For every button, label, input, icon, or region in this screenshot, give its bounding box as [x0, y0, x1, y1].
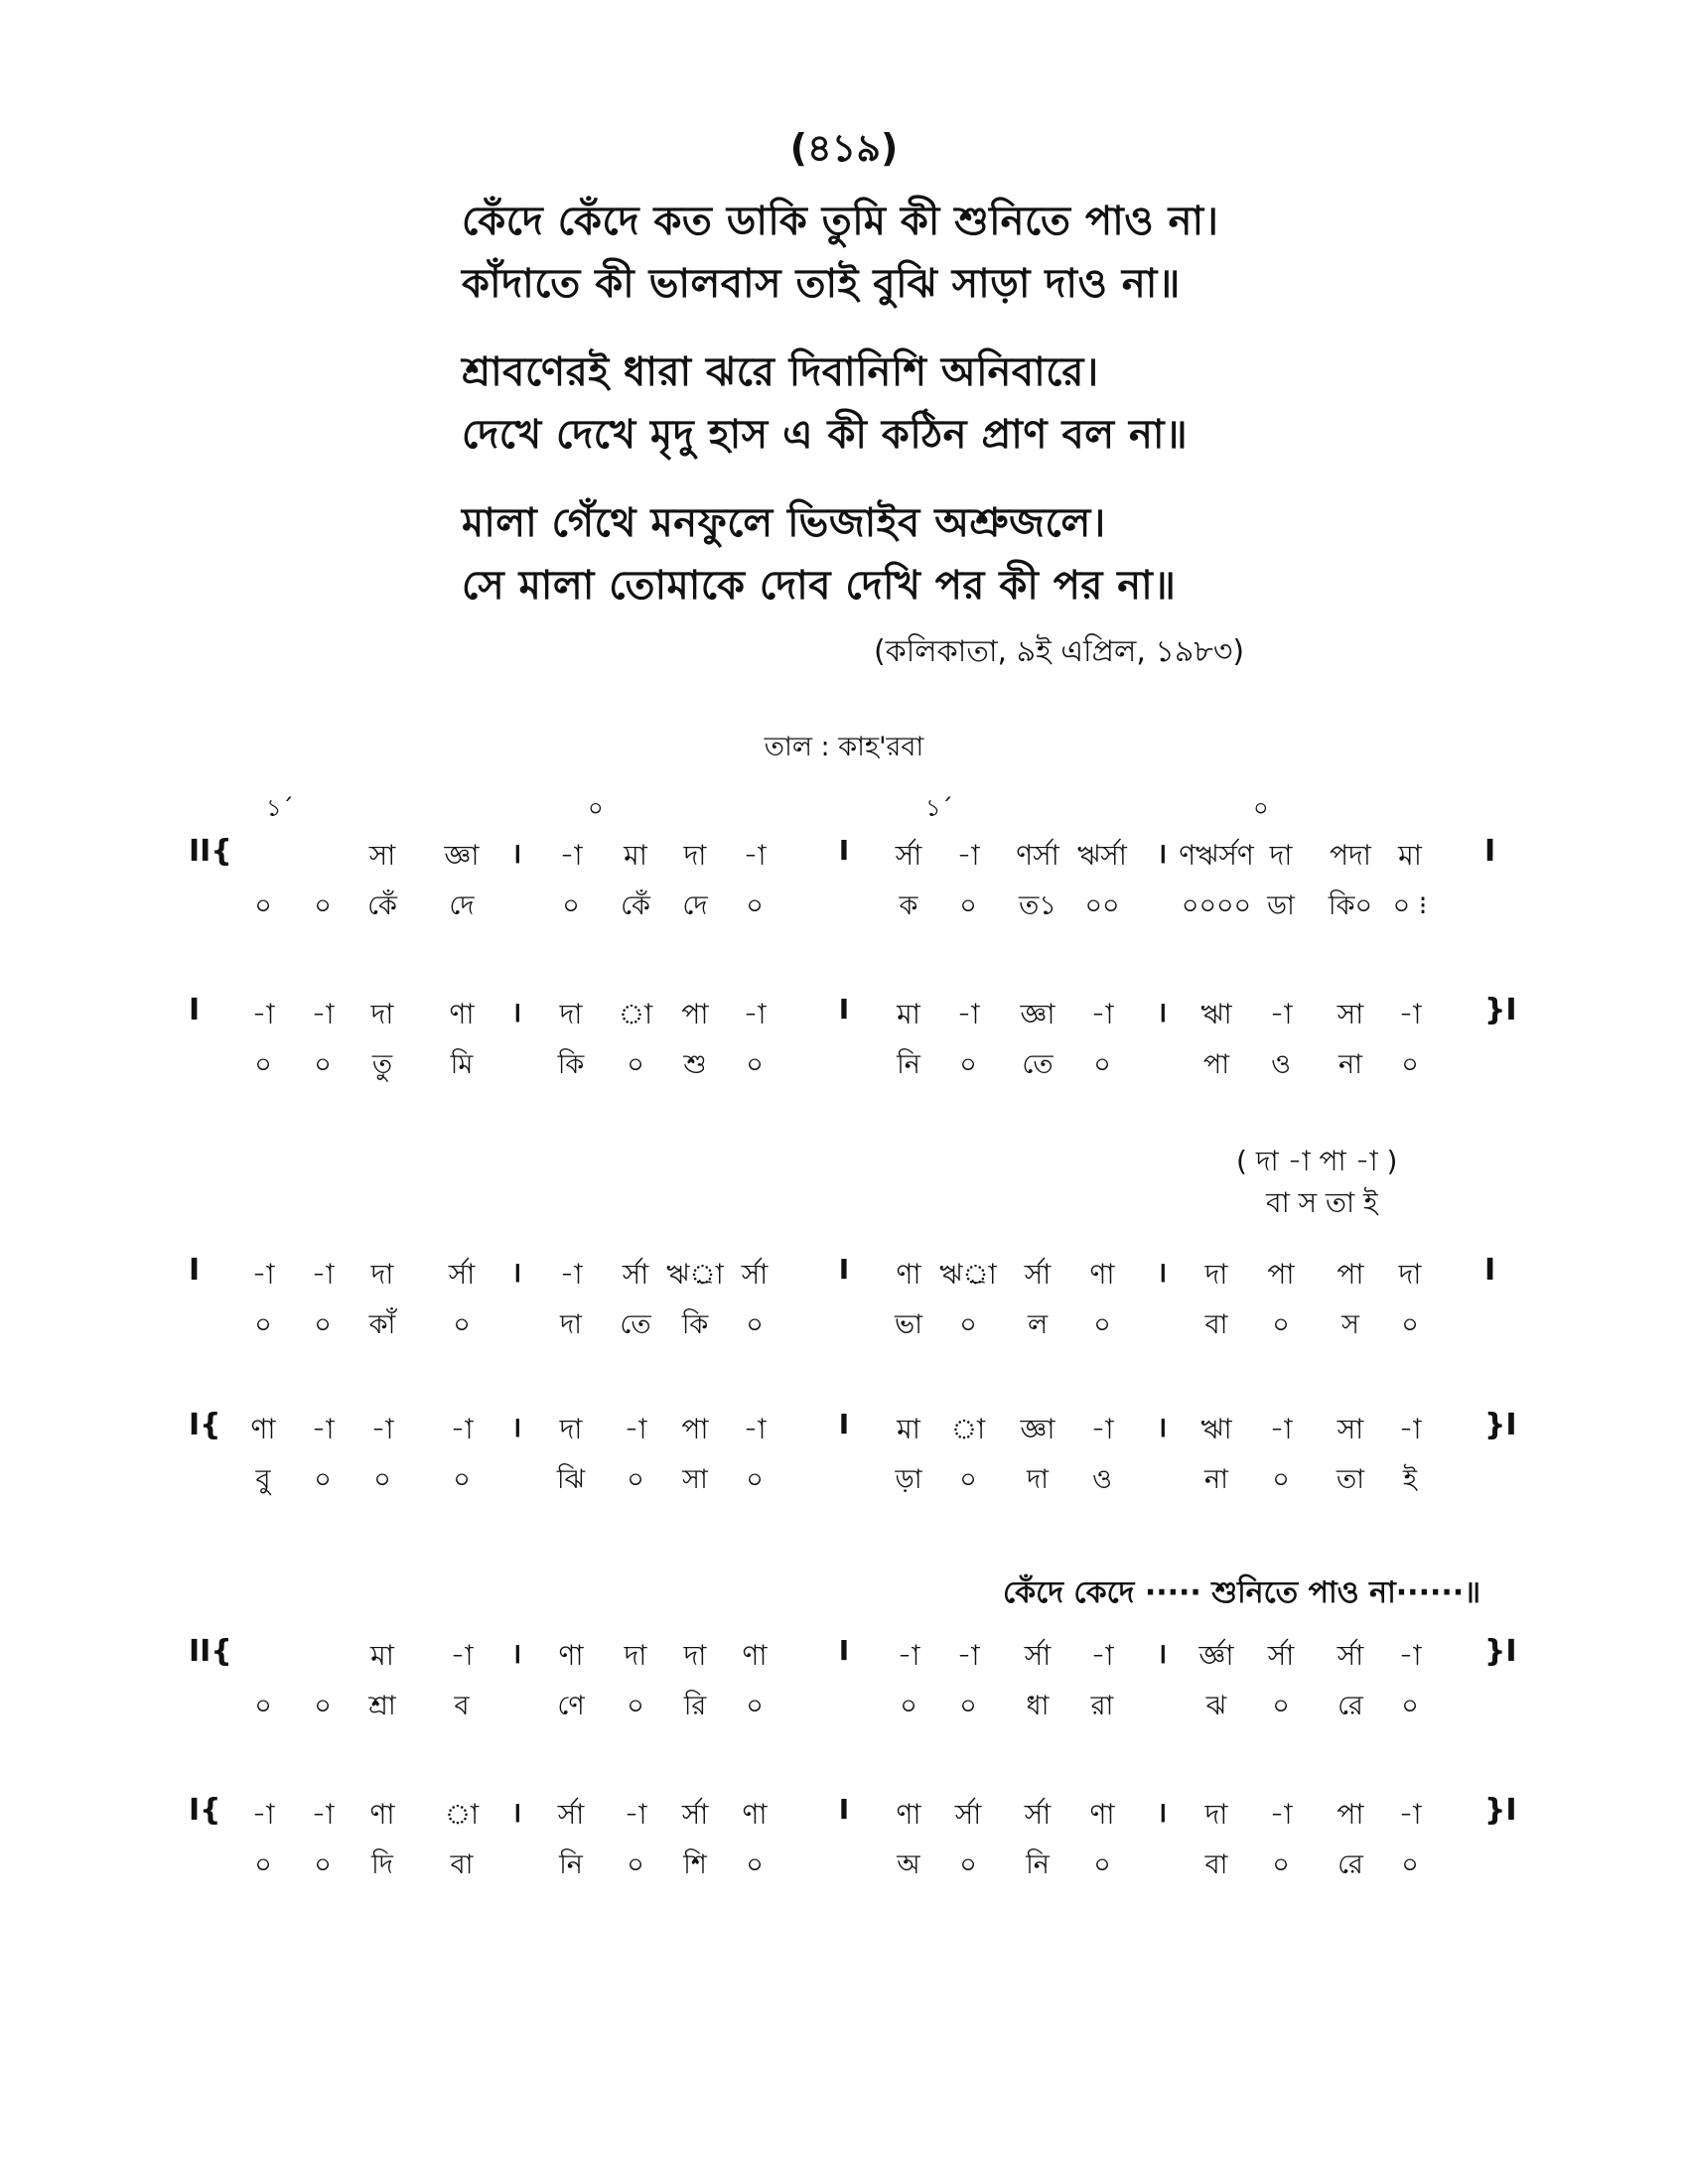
swara-note: পদা [1330, 839, 1371, 872]
division-mark: । [1156, 837, 1168, 870]
swara-note: ঋা [1200, 1413, 1232, 1445]
syllable: ০ [959, 890, 977, 921]
syllable: ০ [959, 1691, 977, 1721]
swara-note: -া [559, 1258, 583, 1291]
syllable: ০ [1401, 1849, 1419, 1880]
syllable: ঝ [1205, 1691, 1227, 1721]
swara-note: া [444, 1798, 480, 1831]
swara-note: -া [311, 1413, 335, 1445]
division-mark: । [1156, 1411, 1168, 1443]
syllable: ০ [562, 890, 580, 921]
swara-note: ণা [250, 1413, 276, 1445]
swara-note: ণা [742, 1639, 768, 1672]
syllable: না [1338, 1049, 1362, 1080]
syllable: ০ [627, 1049, 644, 1080]
syllable-row [0, 886, 1688, 935]
swara-note: -া [311, 1258, 335, 1291]
swara-note: দা [559, 998, 583, 1030]
swara-note: মা [370, 1639, 394, 1672]
syllable: পা [1202, 1049, 1230, 1080]
syllable: ডা [1267, 890, 1295, 921]
syllable: ০ [373, 1464, 391, 1495]
notation-block [0, 1253, 1688, 1354]
syllable: দে [682, 890, 708, 921]
syllable: ০ [314, 1309, 332, 1340]
swara-note: পা [1336, 1258, 1364, 1291]
swara-note: র্জ্ঞা [1198, 1639, 1234, 1672]
syllable: শ্রা [368, 1691, 396, 1721]
syllable: ০ [959, 1849, 977, 1880]
syllable: ০ [746, 1309, 764, 1340]
syllable: ০ [314, 1049, 332, 1080]
swara-note: দা [1269, 839, 1293, 872]
barline-end: }I [1484, 1793, 1517, 1828]
swara-note: দা [624, 1639, 647, 1672]
syllable: ০ [314, 890, 332, 921]
syllable: না [1204, 1464, 1228, 1495]
swara-note: -া [450, 1639, 474, 1672]
swara-note: -া [743, 998, 767, 1030]
syllable: নি [559, 1849, 583, 1880]
barline-start: II{ [189, 1634, 232, 1669]
syllable: ০ [1093, 1849, 1111, 1880]
swara-note: পা [1267, 1258, 1295, 1291]
division-mark: । [1156, 1637, 1168, 1670]
swara-note: জ্ঞা [1020, 1413, 1055, 1445]
swara-note: -া [1269, 998, 1293, 1030]
swara-note: ঋা [1200, 998, 1232, 1030]
division-mark: I [838, 1793, 850, 1826]
composition-dateline: (কলিকাতা, ৯ই এপ্রিল, ১৯৮৩) [874, 634, 1245, 669]
syllable: ০ [453, 1464, 471, 1495]
lyric-line: কেঁদে কেঁদে কত ডাকি তুমি কী শুনিতে পাও না। [462, 199, 1219, 244]
syllable: দি [371, 1849, 393, 1880]
swara-note: -া [251, 1798, 275, 1831]
syllable: ০ [1272, 1691, 1290, 1721]
swara-note: -া [897, 1639, 920, 1672]
swara-note: পা [681, 1413, 709, 1445]
swara-note: সা [1336, 998, 1364, 1030]
swara-note: জ্ঞা [444, 839, 480, 872]
swara-note: ঋর্া [939, 1258, 997, 1291]
barline-start: I [189, 1253, 201, 1288]
beat-marker: ০ [588, 794, 604, 822]
syllable-row [0, 1044, 1688, 1094]
swara-note: জ্ঞা [1020, 998, 1055, 1030]
lyric-line: দেখে দেখে মৃদু হাস এ কী কঠিন প্রাণ বল না॥ [462, 412, 1189, 458]
swara-note: ণঋর্সণ [1179, 839, 1254, 872]
swara-note: -া [251, 1258, 275, 1291]
barline-end: }I [1484, 1634, 1517, 1669]
division-mark: । [510, 1256, 522, 1289]
syllable: রে [1337, 1849, 1363, 1880]
division-mark: I [838, 993, 850, 1025]
swara-note: -া [1398, 1639, 1422, 1672]
syllable: ০০০০ [1181, 890, 1252, 921]
syllable: ও [1271, 1049, 1291, 1080]
syllable: ০ [254, 1049, 272, 1080]
syllable: ০ [900, 1691, 917, 1721]
syllable: ০ [627, 1464, 644, 1495]
syllable: কেঁ [621, 890, 650, 921]
syllable: ল [1027, 1309, 1049, 1340]
taal-label: তাল : কাহ'রবা [764, 732, 924, 762]
beat-marker: ১´ [266, 794, 294, 822]
division-mark: । [510, 1637, 522, 1670]
swara-note: -া [624, 1798, 647, 1831]
barline-start: I [189, 993, 201, 1027]
syllable: ধা [1026, 1691, 1050, 1721]
barline-end: }I [1484, 993, 1517, 1027]
swara-note: র্সা [895, 839, 922, 872]
swara-note: ণা [1089, 1258, 1115, 1291]
swara-note: -া [956, 998, 980, 1030]
swara-note: -া [311, 1798, 335, 1831]
swara-note: -া [1090, 1413, 1114, 1445]
swara-note: মা [897, 998, 920, 1030]
division-mark: । [1156, 996, 1168, 1028]
syllable: ব [454, 1691, 470, 1721]
syllable: ০ [1401, 1309, 1419, 1340]
syllable: শি [683, 1849, 707, 1880]
swara-note: -া [1398, 998, 1422, 1030]
swara-note: দা [683, 1639, 707, 1672]
syllable: কি [557, 1049, 585, 1080]
swara-note: -া [743, 1413, 767, 1445]
syllable: বু [255, 1464, 271, 1495]
syllable: দে [449, 890, 475, 921]
syllable: ০ [314, 1464, 332, 1495]
swara-note: -া [450, 1413, 474, 1445]
division-mark: I [838, 1253, 850, 1286]
beat-markers [0, 790, 1688, 830]
swara-note: র্সা [557, 1798, 585, 1831]
swara-note: র্সা [1024, 1639, 1052, 1672]
swara-note: ঋর্া [666, 1258, 724, 1291]
syllable: ০ [1401, 1691, 1419, 1721]
swara-note: া [618, 998, 653, 1030]
notation-block [0, 834, 1688, 935]
syllable: ০ [746, 890, 764, 921]
syllable-row [0, 1459, 1688, 1509]
syllable: ০ [627, 1849, 644, 1880]
division-mark: । [510, 1796, 522, 1829]
syllable: ০ [314, 1691, 332, 1721]
swara-note: ণা [742, 1798, 768, 1831]
syllable: ০ [453, 1309, 471, 1340]
syllable: ০ [254, 1691, 272, 1721]
syllable: স [1341, 1309, 1359, 1340]
swara-row [0, 1634, 1688, 1686]
swara-note: সা [1336, 1413, 1364, 1445]
swara-note: মা [1398, 839, 1422, 872]
swara-row [0, 993, 1688, 1044]
beat-marker: ১´ [925, 794, 953, 822]
syllable: ভা [895, 1309, 922, 1340]
barline-start: I{ [189, 1793, 221, 1828]
swara-note: ণা [369, 1798, 395, 1831]
syllable: ০ [1093, 1309, 1111, 1340]
swara-note: -া [743, 839, 767, 872]
swara-note: ঋর্সা [1077, 839, 1127, 872]
syllable: দা [559, 1309, 583, 1340]
syllable: ক [899, 890, 918, 921]
swara-note: দা [1204, 1798, 1228, 1831]
swara-note: -া [624, 1413, 647, 1445]
syllable: ০ ⁝ [1392, 890, 1428, 921]
syllable: কি০ [1328, 890, 1373, 921]
syllable: ও [1092, 1464, 1112, 1495]
barline-end: I [1484, 834, 1496, 869]
swara-note: র্সা [1024, 1798, 1052, 1831]
swara-note: ণা [558, 1639, 584, 1672]
syllable: ত১ [1019, 890, 1056, 921]
swara-note: র্সা [741, 1258, 769, 1291]
syllable: ০ [746, 1691, 764, 1721]
syllable: ঝি [556, 1464, 586, 1495]
syllable: ০ [254, 1309, 272, 1340]
syllable: ০ [1093, 1049, 1111, 1080]
syllable: ০ [959, 1309, 977, 1340]
syllable: ০ [1272, 1464, 1290, 1495]
swara-note: র্সা [1024, 1258, 1052, 1291]
syllable: ০ [254, 1849, 272, 1880]
swara-note: ণা [1089, 1798, 1115, 1831]
swara-note: ণর্সা [1016, 839, 1059, 872]
swara-note: সা [368, 839, 396, 872]
division-mark: । [510, 1411, 522, 1443]
barline-end: }I [1484, 1408, 1517, 1442]
notation-block [0, 1408, 1688, 1509]
syllable: বা [1204, 1849, 1228, 1880]
syllable: কাঁ [368, 1309, 396, 1340]
swara-note: র্সা [622, 1258, 649, 1291]
swara-note: -া [956, 1639, 980, 1672]
division-mark: । [1156, 1796, 1168, 1829]
stanza-3 [462, 492, 1554, 617]
swara-note: মা [897, 1413, 920, 1445]
notation-block [0, 1634, 1688, 1735]
swara-note: -া [251, 998, 275, 1030]
syllable: ০ [959, 1464, 977, 1495]
syllable: নি [1026, 1849, 1050, 1880]
swara-row [0, 1408, 1688, 1459]
syllable: ০ [627, 1691, 644, 1721]
swara-note: া [950, 1413, 986, 1445]
syllable: নি [897, 1049, 920, 1080]
alternate-notation [1236, 1140, 1397, 1223]
syllable: কেঁ [367, 890, 397, 921]
swara-note: -া [559, 839, 583, 872]
syllable: বা [1204, 1309, 1228, 1340]
syllable: তু [371, 1049, 393, 1080]
syllable-row [0, 1304, 1688, 1354]
syllable: রে [1337, 1691, 1363, 1721]
swara-note: -া [956, 839, 980, 872]
return-instruction: কেঁদে কেদে ····· শুনিতে পাও না······॥ [1003, 1575, 1481, 1610]
swara-note: ণা [896, 1258, 921, 1291]
notation-block [0, 1793, 1688, 1894]
syllable: সা [682, 1464, 708, 1495]
stanza-2 [462, 341, 1554, 467]
swara-note: দা [1398, 1258, 1422, 1291]
stanza-1 [462, 191, 1554, 316]
division-mark: I [838, 1408, 850, 1440]
swara-note: মা [624, 839, 647, 872]
division-mark: I [838, 834, 850, 867]
syllable: বা [450, 1849, 474, 1880]
syllable: তে [620, 1309, 651, 1340]
swara-note: -া [1090, 998, 1114, 1030]
swara-note: র্সা [954, 1798, 982, 1831]
swara-row [0, 1253, 1688, 1304]
swara-note: ণা [449, 998, 475, 1030]
swara-row [0, 1793, 1688, 1844]
syllable: শু [683, 1049, 707, 1080]
swara-note: র্সা [1267, 1639, 1295, 1672]
swara-note: র্সা [448, 1258, 476, 1291]
syllable: ০ [746, 1849, 764, 1880]
swara-note: দা [683, 839, 707, 872]
syllable: ০ [314, 1849, 332, 1880]
syllable: অ [897, 1849, 920, 1880]
syllable: ণে [557, 1691, 585, 1721]
syllable: ০ [746, 1464, 764, 1495]
division-mark: । [510, 996, 522, 1028]
syllable: দা [1026, 1464, 1050, 1495]
syllable: ই [1402, 1464, 1418, 1495]
division-mark: I [838, 1634, 850, 1667]
swara-note: -া [1269, 1798, 1293, 1831]
beat-marker: ০ [1253, 794, 1269, 822]
swara-note: দা [559, 1413, 583, 1445]
syllable: ০ [1272, 1849, 1290, 1880]
syllable-row [0, 1844, 1688, 1894]
alternate-syllables: বা স তা ই [1266, 1186, 1378, 1219]
barline-start: II{ [189, 834, 232, 869]
swara-note: দা [370, 1258, 394, 1291]
swara-note: -া [1090, 1639, 1114, 1672]
division-mark: । [510, 837, 522, 870]
page-number: (৪১৯) [789, 126, 899, 170]
barline-end: I [1484, 1253, 1496, 1288]
syllable-row [0, 1686, 1688, 1735]
swara-note: -া [1398, 1798, 1422, 1831]
syllable: ০ [746, 1049, 764, 1080]
syllable: ড়া [895, 1464, 922, 1495]
swara-note: -া [311, 998, 335, 1030]
notation-block [0, 993, 1688, 1094]
swara-note: পা [1336, 1798, 1364, 1831]
swara-note: -া [1269, 1413, 1293, 1445]
swara-note: -া [1398, 1413, 1422, 1445]
syllable: তে [1022, 1049, 1054, 1080]
lyric-line: মালা গেঁথে মনফুলে ভিজাইব অশ্রুজলে। [462, 500, 1106, 546]
syllable: ০ [254, 890, 272, 921]
syllable: ০ [1272, 1309, 1290, 1340]
swara-note: দা [1204, 1258, 1228, 1291]
division-mark: । [1156, 1256, 1168, 1289]
syllable: তা [1336, 1464, 1365, 1495]
swara-row [0, 834, 1688, 886]
syllable: রা [1090, 1691, 1114, 1721]
alternate-notes: ( দা -া পা -া ) [1236, 1145, 1398, 1177]
lyric-line: কাঁদাতে কী ভালবাস তাই বুঝি সাড়া দাও না॥ [462, 261, 1181, 307]
lyric-line: শ্রাবণেরই ধারা ঝরে দিবানিশি অনিবারে। [462, 349, 1099, 395]
syllable: মি [450, 1049, 474, 1080]
swara-note: পা [681, 998, 709, 1030]
swara-note: -া [370, 1413, 394, 1445]
swara-note: ণা [896, 1798, 921, 1831]
swara-note: র্সা [1336, 1639, 1364, 1672]
syllable: রি [683, 1691, 707, 1721]
swara-note: দা [370, 998, 394, 1030]
barline-start: I{ [189, 1408, 221, 1442]
syllable: ০০ [1084, 890, 1120, 921]
syllable: কি [681, 1309, 709, 1340]
swara-note: র্সা [681, 1798, 709, 1831]
syllable: ০ [959, 1049, 977, 1080]
syllable: ০ [1401, 1049, 1419, 1080]
song-lyrics [462, 191, 1554, 643]
lyric-line: সে মালা তোমাকে দোব দেখি পর কী পর না॥ [462, 563, 1177, 609]
